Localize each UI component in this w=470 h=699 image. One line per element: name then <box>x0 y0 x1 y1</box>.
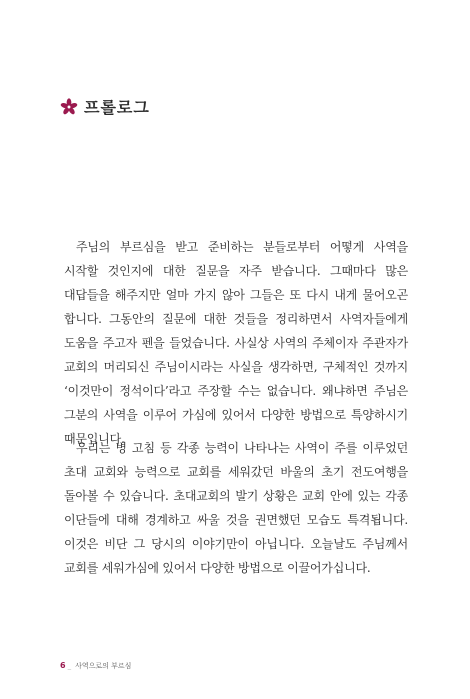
paragraph-2 <box>64 436 408 580</box>
paragraph-text: 우리는 병 고침 등 각종 능력이 나타나는 사역이 주를 이루었던 초대 교회와 능력으로 교회를 세워갔던 바울의 초기 전도여행을 돌아볼 수 있습니다. 초대교회의 발기 상황은 교회 안에 있는 각종 이단들에 대해 경계하고 싸울 것을 권면했던 모습도 특격됩니다. 이것은 비단 그 당시의 이야기만이 아닙니다. 오늘날도 주님께서 교회를 세워가심에 있어서 다양한 방법으로 이끌어가십니다. <box>64 441 408 575</box>
paragraph-text: 주님의 부르심을 받고 준비하는 분들로부터 어떻게 사역을 시작할 것인지에 대한 질문을 자주 받습니다. 그때마다 많은 대답들을 해주지만 얼마 가지 않아 그들은 또 다시 내게 물어오곤 합니다. 그동안의 질문에 대한 것들을 정리하면서 사역자들에게 도움을 주고자 펜을 들었습니다. 사실상 사역의 주체이자 주관자가 교회의 머리되신 주님이시라는 사실을 생각하면, 구체적인 것까지 ‘이것만이 정석이다’라고 주장할 수는 없습니다. 왜냐하면 주님은 그분의 사역을 이루어 가심에 있어서 다양한 방법으로 특양하시기 때문입니다. <box>64 240 408 446</box>
chapter-title: 프롤로그 <box>84 98 150 117</box>
paragraph-1 <box>64 235 408 451</box>
running-title: 사역으로의 부르심 <box>75 662 132 670</box>
footer-separator: _ <box>67 662 72 670</box>
page-number: 6 <box>60 661 66 670</box>
chapter-heading <box>60 95 150 118</box>
page-footer <box>60 661 131 671</box>
flower-icon <box>60 98 78 116</box>
